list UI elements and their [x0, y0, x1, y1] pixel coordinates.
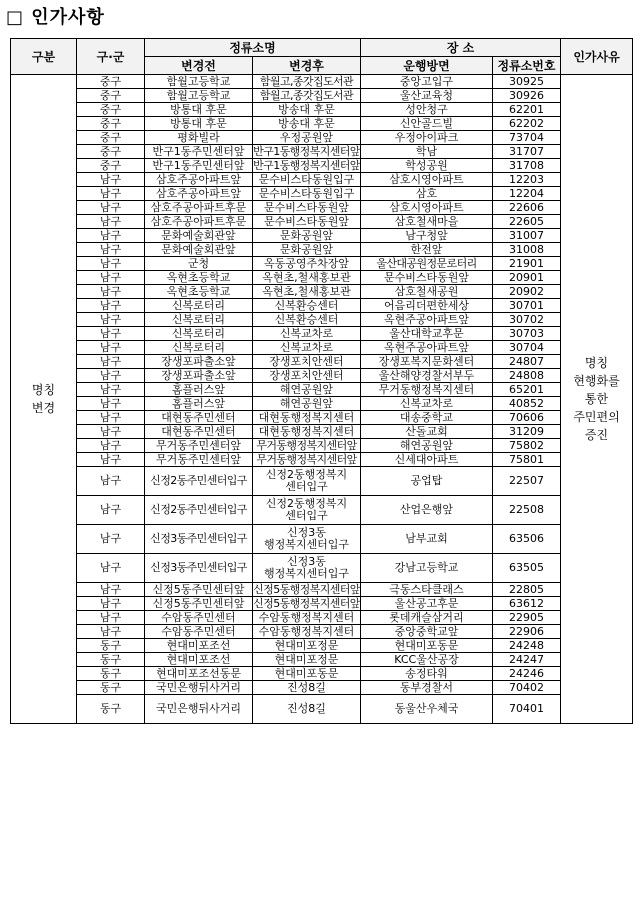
direction-cell: 울산대학교후문: [361, 327, 493, 341]
after-name-cell: 우정공원앞: [253, 131, 361, 145]
after-name-cell: 신정2동행정복지 센터입구: [253, 467, 361, 496]
gugun-cell: 동구: [77, 653, 145, 667]
table-row: [11, 583, 633, 597]
before-name-cell: 신정5동주민센터앞: [145, 597, 253, 611]
gugun-cell: 남구: [77, 243, 145, 257]
gugun-cell: 남구: [77, 257, 145, 271]
stop-number-cell: 63506: [493, 525, 561, 554]
stop-number-cell: 65201: [493, 383, 561, 397]
stop-number-cell: 73704: [493, 131, 561, 145]
direction-cell: 옥현주공아파트앞: [361, 341, 493, 355]
table-row: [11, 467, 633, 496]
direction-cell: 강남고등학교: [361, 554, 493, 583]
after-name-cell: 신복환승센터: [253, 313, 361, 327]
after-name-cell: 함월고,종갓집도서관: [253, 75, 361, 89]
table-row: [11, 453, 633, 467]
after-name-cell: 현대미포정문: [253, 653, 361, 667]
after-name-cell: 신정5동행정복지센터앞: [253, 582, 360, 596]
after-name-cell: 반구1동행정복지센터앞: [253, 158, 360, 172]
after-name-cell: 대현동행정복지센터: [253, 425, 361, 439]
table-row: [11, 215, 633, 229]
gubun-cell: 명칭 변경: [11, 75, 77, 724]
after-name-cell: 진성8길: [253, 695, 361, 724]
table-row: [11, 173, 633, 187]
gugun-cell: 중구: [77, 103, 145, 117]
after-name-cell: 옥현초,철새홍보관: [253, 271, 361, 285]
table-row: [11, 554, 633, 583]
header-place: 장 소: [361, 39, 561, 57]
after-name-cell: 옥현초,철새홍보관: [253, 285, 361, 299]
direction-cell: 중앙고입구: [361, 75, 493, 89]
before-name-cell: 방통대 후문: [145, 103, 253, 117]
gugun-cell: 남구: [77, 453, 145, 467]
direction-cell: 남구청앞: [361, 229, 493, 243]
direction-cell: 우정아이파크: [361, 131, 493, 145]
stop-number-cell: 31008: [493, 243, 561, 257]
after-name-cell: 대현동행정복지센터: [253, 411, 361, 425]
after-name-cell: 반구1동행정복지센터앞: [253, 144, 360, 158]
before-name-cell: 문화예술회관앞: [145, 229, 253, 243]
after-name-cell: 신복교차로: [253, 327, 361, 341]
direction-cell: 어음리더편한세상: [361, 299, 493, 313]
stop-number-cell: 40852: [493, 397, 561, 411]
gugun-cell: 남구: [77, 341, 145, 355]
table-row: [11, 243, 633, 257]
stop-number-cell: 30703: [493, 327, 561, 341]
before-name-cell: 반구1동주민센터앞: [145, 145, 253, 159]
direction-cell: 중앙중학교앞: [361, 625, 493, 639]
before-name-cell: 신복로터리: [145, 313, 253, 327]
stop-number-cell: 31707: [493, 145, 561, 159]
header-reason: 인가사유: [561, 39, 633, 75]
direction-cell: 동울산우체국: [361, 695, 493, 724]
stop-number-cell: 22805: [493, 583, 561, 597]
table-row: [11, 667, 633, 681]
before-name-cell: 수암동주민센터: [145, 625, 253, 639]
table-body: [11, 75, 633, 724]
permit-table: [10, 38, 633, 724]
gugun-cell: 중구: [77, 159, 145, 173]
table-row: [11, 201, 633, 215]
after-name-cell: 신복환승센터: [253, 299, 361, 313]
before-name-cell: 삼호주공아파트후문: [145, 201, 253, 215]
before-name-cell: 홈플러스앞: [145, 383, 253, 397]
gugun-cell: 중구: [77, 117, 145, 131]
table-header: [11, 39, 633, 75]
after-name-cell: 문수비스타동원앞: [253, 215, 361, 229]
gugun-cell: 남구: [77, 215, 145, 229]
before-name-cell: 신복로터리: [145, 327, 253, 341]
direction-cell: 옥현주공아파트앞: [361, 313, 493, 327]
gugun-cell: 중구: [77, 131, 145, 145]
table-row: [11, 257, 633, 271]
after-name-cell: 문수비스타동원입구: [253, 187, 361, 201]
header-stop-name: 정류소명: [145, 39, 361, 57]
before-name-cell: 무거동주민센터앞: [145, 453, 253, 467]
stop-number-cell: 30925: [493, 75, 561, 89]
table-row: [11, 299, 633, 313]
before-name-cell: 군청: [145, 257, 253, 271]
after-name-cell: 장생포치안센터: [253, 355, 361, 369]
stop-number-cell: 20902: [493, 285, 561, 299]
direction-cell: 학남: [361, 145, 493, 159]
after-name-cell: 문수비스타동원입구: [253, 173, 361, 187]
before-name-cell: 수암동주민센터: [145, 611, 253, 625]
before-name-cell: 삼호주공아파트앞: [145, 187, 253, 201]
before-name-cell: 반구1동주민센터앞: [145, 159, 253, 173]
before-name-cell: 현대미포조선: [145, 653, 253, 667]
gugun-cell: 남구: [77, 313, 145, 327]
gugun-cell: 남구: [77, 369, 145, 383]
header-gubun: 구분: [11, 39, 77, 75]
before-name-cell: 신정3동주민센터입구: [145, 525, 253, 554]
table-row: [11, 229, 633, 243]
direction-cell: 장생포복지문화센터: [361, 355, 493, 369]
stop-number-cell: 24247: [493, 653, 561, 667]
stop-number-cell: 31007: [493, 229, 561, 243]
after-name-cell: 방송대 후문: [253, 117, 361, 131]
direction-cell: 학성공원: [361, 159, 493, 173]
table-row: [11, 117, 633, 131]
after-name-cell: 장생포치안센터: [253, 369, 361, 383]
gugun-cell: 남구: [77, 625, 145, 639]
stop-number-cell: 30701: [493, 299, 561, 313]
before-name-cell: 삼호주공아파트후문: [145, 215, 253, 229]
before-name-cell: 신정2동주민센터입구: [145, 496, 253, 525]
direction-cell: 울산공고후문: [361, 597, 493, 611]
table-row: [11, 496, 633, 525]
after-name-cell: 해연공원앞: [253, 383, 361, 397]
stop-number-cell: 24807: [493, 355, 561, 369]
stop-number-cell: 22508: [493, 496, 561, 525]
header-direction: 운행방면: [361, 57, 493, 75]
gugun-cell: 동구: [77, 639, 145, 653]
after-name-cell: 신정3동 행정복지센터입구: [253, 525, 361, 554]
direction-cell: 대송중학교: [361, 411, 493, 425]
stop-number-cell: 22905: [493, 611, 561, 625]
stop-number-cell: 30926: [493, 89, 561, 103]
before-name-cell: 옥현초등학교: [145, 285, 253, 299]
after-name-cell: 신정2동행정복지 센터입구: [253, 496, 361, 525]
before-name-cell: 삼호주공아파트앞: [145, 173, 253, 187]
before-name-cell: 신정3동주민센터입구: [145, 554, 253, 583]
direction-cell: 해연공원앞: [361, 439, 493, 453]
direction-cell: 송정타워: [361, 667, 493, 681]
reason-cell: 명칭 현행화를 통한 주민편의 증진: [561, 75, 633, 724]
before-name-cell: 방통대 후문: [145, 117, 253, 131]
after-name-cell: 방송대 후문: [253, 103, 361, 117]
gugun-cell: 동구: [77, 695, 145, 724]
gugun-cell: 남구: [77, 285, 145, 299]
table-row: [11, 681, 633, 695]
before-name-cell: 신복로터리: [145, 299, 253, 313]
before-name-cell: 장생포파출소앞: [145, 369, 253, 383]
direction-cell: 삼호철새공원: [361, 285, 493, 299]
direction-cell: 남부교회: [361, 525, 493, 554]
before-name-cell: 신정5동주민센터앞: [145, 583, 253, 597]
after-name-cell: 수암동행정복지센터: [253, 611, 361, 625]
gugun-cell: 중구: [77, 75, 145, 89]
gugun-cell: 남구: [77, 525, 145, 554]
stop-number-cell: 70606: [493, 411, 561, 425]
before-name-cell: 문화예술회관앞: [145, 243, 253, 257]
stop-number-cell: 70402: [493, 681, 561, 695]
stop-number-cell: 24808: [493, 369, 561, 383]
stop-number-cell: 22906: [493, 625, 561, 639]
direction-cell: 한전앞: [361, 243, 493, 257]
after-name-cell: 옥동공영주차장앞: [253, 257, 361, 271]
direction-cell: 롯데캐슬삼거리: [361, 611, 493, 625]
before-name-cell: 대현동주민센터: [145, 425, 253, 439]
gugun-cell: 중구: [77, 145, 145, 159]
stop-number-cell: 22606: [493, 201, 561, 215]
table-row: [11, 425, 633, 439]
gugun-cell: 남구: [77, 299, 145, 313]
table-row: [11, 75, 633, 89]
before-name-cell: 국민은행뒤사거리: [145, 681, 253, 695]
direction-cell: 울산해양경찰서부두: [361, 369, 493, 383]
after-name-cell: 진성8길: [253, 681, 361, 695]
stop-number-cell: 24248: [493, 639, 561, 653]
gugun-cell: 남구: [77, 383, 145, 397]
table-row: [11, 355, 633, 369]
gugun-cell: 중구: [77, 89, 145, 103]
stop-number-cell: 12203: [493, 173, 561, 187]
stop-number-cell: 75801: [493, 453, 561, 467]
table-row: [11, 439, 633, 453]
stop-number-cell: 30704: [493, 341, 561, 355]
after-name-cell: 수암동행정복지센터: [253, 625, 361, 639]
table-row: [11, 369, 633, 383]
table-row: [11, 159, 633, 173]
header-after: 변경후: [253, 57, 361, 75]
gugun-cell: 남구: [77, 554, 145, 583]
before-name-cell: 장생포파출소앞: [145, 355, 253, 369]
table-row: [11, 397, 633, 411]
table-row: [11, 411, 633, 425]
header-gugun: 구·군: [77, 39, 145, 75]
stop-number-cell: 62202: [493, 117, 561, 131]
table-row: [11, 131, 633, 145]
table-row: [11, 103, 633, 117]
table-row: [11, 145, 633, 159]
table-row: [11, 611, 633, 625]
gugun-cell: 남구: [77, 229, 145, 243]
gugun-cell: 남구: [77, 583, 145, 597]
stop-number-cell: 12204: [493, 187, 561, 201]
after-name-cell: 현대미포정문: [253, 639, 361, 653]
table-row: [11, 313, 633, 327]
stop-number-cell: 63505: [493, 554, 561, 583]
gugun-cell: 동구: [77, 681, 145, 695]
gugun-cell: 남구: [77, 425, 145, 439]
table-row: [11, 187, 633, 201]
stop-number-cell: 63612: [493, 597, 561, 611]
gugun-cell: 남구: [77, 439, 145, 453]
stop-number-cell: 70401: [493, 695, 561, 724]
stop-number-cell: 75802: [493, 439, 561, 453]
table-row: [11, 639, 633, 653]
after-name-cell: 무거동행정복지센터앞: [253, 453, 361, 467]
gugun-cell: 동구: [77, 667, 145, 681]
table-row: [11, 285, 633, 299]
stop-number-cell: 24246: [493, 667, 561, 681]
gugun-cell: 남구: [77, 467, 145, 496]
before-name-cell: 평화빌라: [145, 131, 253, 145]
before-name-cell: 신복로터리: [145, 341, 253, 355]
direction-cell: 삼호시영아파트: [361, 201, 493, 215]
table-row: [11, 525, 633, 554]
direction-cell: 신세대아파트: [361, 453, 493, 467]
after-name-cell: 문화공원앞: [253, 243, 361, 257]
table-row: [11, 695, 633, 724]
stop-number-cell: 22507: [493, 467, 561, 496]
gugun-cell: 남구: [77, 611, 145, 625]
table-row: [11, 327, 633, 341]
table-row: [11, 383, 633, 397]
gugun-cell: 남구: [77, 173, 145, 187]
after-name-cell: 신복교차로: [253, 341, 361, 355]
after-name-cell: 현대미포동문: [253, 667, 361, 681]
table-row: [11, 89, 633, 103]
gugun-cell: 남구: [77, 397, 145, 411]
before-name-cell: 대현동주민센터: [145, 411, 253, 425]
gugun-cell: 남구: [77, 201, 145, 215]
before-name-cell: 신정2동주민센터입구: [145, 467, 253, 496]
direction-cell: 산업은행앞: [361, 496, 493, 525]
stop-number-cell: 30702: [493, 313, 561, 327]
direction-cell: 신복교차로: [361, 397, 493, 411]
before-name-cell: 옥현초등학교: [145, 271, 253, 285]
after-name-cell: 해연공원앞: [253, 397, 361, 411]
direction-cell: 문수비스타동원앞: [361, 271, 493, 285]
table-row: [11, 625, 633, 639]
gugun-cell: 남구: [77, 327, 145, 341]
stop-number-cell: 62201: [493, 103, 561, 117]
direction-cell: 성안청구: [361, 103, 493, 117]
section-title: □ 인가사항: [6, 7, 105, 28]
after-name-cell: 신정3동 행정복지센터입구: [253, 554, 361, 583]
direction-cell: 무거동행정복지센터: [361, 383, 493, 397]
after-name-cell: 함월고,종갓집도서관: [253, 89, 361, 103]
direction-cell: 극동스타클래스: [361, 583, 493, 597]
direction-cell: 동부경찰서: [361, 681, 493, 695]
table-row: [11, 653, 633, 667]
before-name-cell: 현대미포조선: [145, 639, 253, 653]
direction-cell: 현대미포동문: [361, 639, 493, 653]
before-name-cell: 홈플러스앞: [145, 397, 253, 411]
table-row: [11, 597, 633, 611]
stop-number-cell: 31708: [493, 159, 561, 173]
stop-number-cell: 20901: [493, 271, 561, 285]
direction-cell: 공업탑: [361, 467, 493, 496]
gugun-cell: 남구: [77, 271, 145, 285]
header-before: 변경전: [145, 57, 253, 75]
gugun-cell: 남구: [77, 496, 145, 525]
before-name-cell: 함월고등학교: [145, 89, 253, 103]
gugun-cell: 남구: [77, 411, 145, 425]
table-row: [11, 271, 633, 285]
direction-cell: 신안골드빌: [361, 117, 493, 131]
gugun-cell: 남구: [77, 187, 145, 201]
before-name-cell: 현대미포조선동문: [145, 667, 253, 681]
direction-cell: 삼호철새마을: [361, 215, 493, 229]
direction-cell: 산돌교회: [361, 425, 493, 439]
stop-number-cell: 21901: [493, 257, 561, 271]
before-name-cell: 국민은행뒤사거리: [145, 695, 253, 724]
direction-cell: 울산대공원정문로터리: [361, 257, 493, 271]
direction-cell: 울산교육청: [361, 89, 493, 103]
direction-cell: 삼호: [361, 187, 493, 201]
direction-cell: 삼호시영아파트: [361, 173, 493, 187]
gugun-cell: 남구: [77, 355, 145, 369]
stop-number-cell: 22605: [493, 215, 561, 229]
gugun-cell: 남구: [77, 597, 145, 611]
header-stop-no: 정류소번호: [493, 57, 561, 75]
before-name-cell: 함월고등학교: [145, 75, 253, 89]
stop-number-cell: 31209: [493, 425, 561, 439]
after-name-cell: 무거동행정복지센터앞: [253, 439, 361, 453]
direction-cell: KCC울산공장: [361, 653, 493, 667]
table-row: [11, 341, 633, 355]
before-name-cell: 무거동주민센터앞: [145, 439, 253, 453]
after-name-cell: 문화공원앞: [253, 229, 361, 243]
after-name-cell: 문수비스타동원앞: [253, 201, 361, 215]
after-name-cell: 신정5동행정복지센터앞: [253, 596, 360, 610]
